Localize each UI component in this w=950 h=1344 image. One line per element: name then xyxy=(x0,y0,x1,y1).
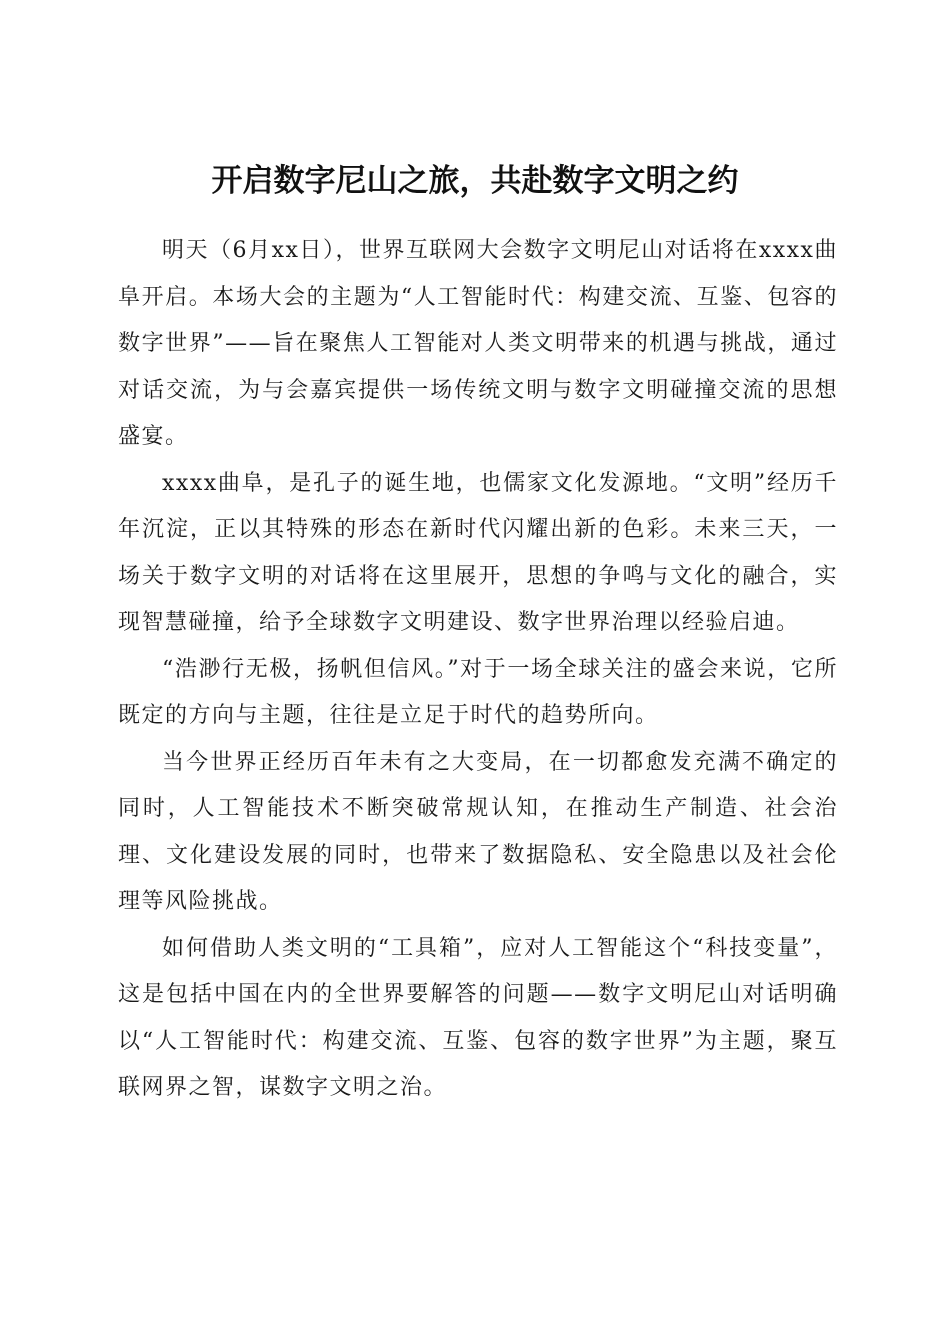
document-title: 开启数字尼山之旅，共赴数字文明之约 xyxy=(211,162,739,199)
paragraph-2: xxxx曲阜，是孔子的诞生地，也儒家文化发源地。“文明”经历千年沉淀，正以其特殊的形态在新时代闪耀出新的色彩。未来三天，一场关于数字文明的对话将在这里展开，思想的争鸣与文化的融合，实现智慧碰撞，给予全球数字文明建设、数字世界治理以经验启迪。 xyxy=(118,470,838,635)
paragraph-3: “浩渺行无极，扬帆但信风。”对于一场全球关注的盛会来说，它所既定的方向与主题，往往是立足于时代的趋势所向。 xyxy=(118,656,838,728)
paragraph-1: 明天（6月xx日），世界互联网大会数字文明尼山对话将在xxxx曲阜开启。本场大会的主题为“人工智能时代：构建交流、互鉴、包容的数字世界”——旨在聚焦人工智能对人类文明带来的机遇与挑战，通过对话交流，为与会嘉宾提供一场传统文明与数字文明碰撞交流的思想盛宴。 xyxy=(118,238,838,449)
paragraph-4: 当今世界正经历百年未有之大变局，在一切都愈发充满不确定的同时，人工智能技术不断突破常规认知，在推动生产制造、社会治理、文化建设发展的同时，也带来了数据隐私、安全隐患以及社会伦理等风险挑战。 xyxy=(118,749,838,914)
paragraph-5: 如何借助人类文明的“工具箱”，应对人工智能这个“科技变量”，这是包括中国在内的全世界要解答的问题——数字文明尼山对话明确以“人工智能时代：构建交流、互鉴、包容的数字世界”为主题，聚互联网界之智，谋数字文明之治。 xyxy=(118,935,838,1100)
document-body xyxy=(118,228,838,1112)
